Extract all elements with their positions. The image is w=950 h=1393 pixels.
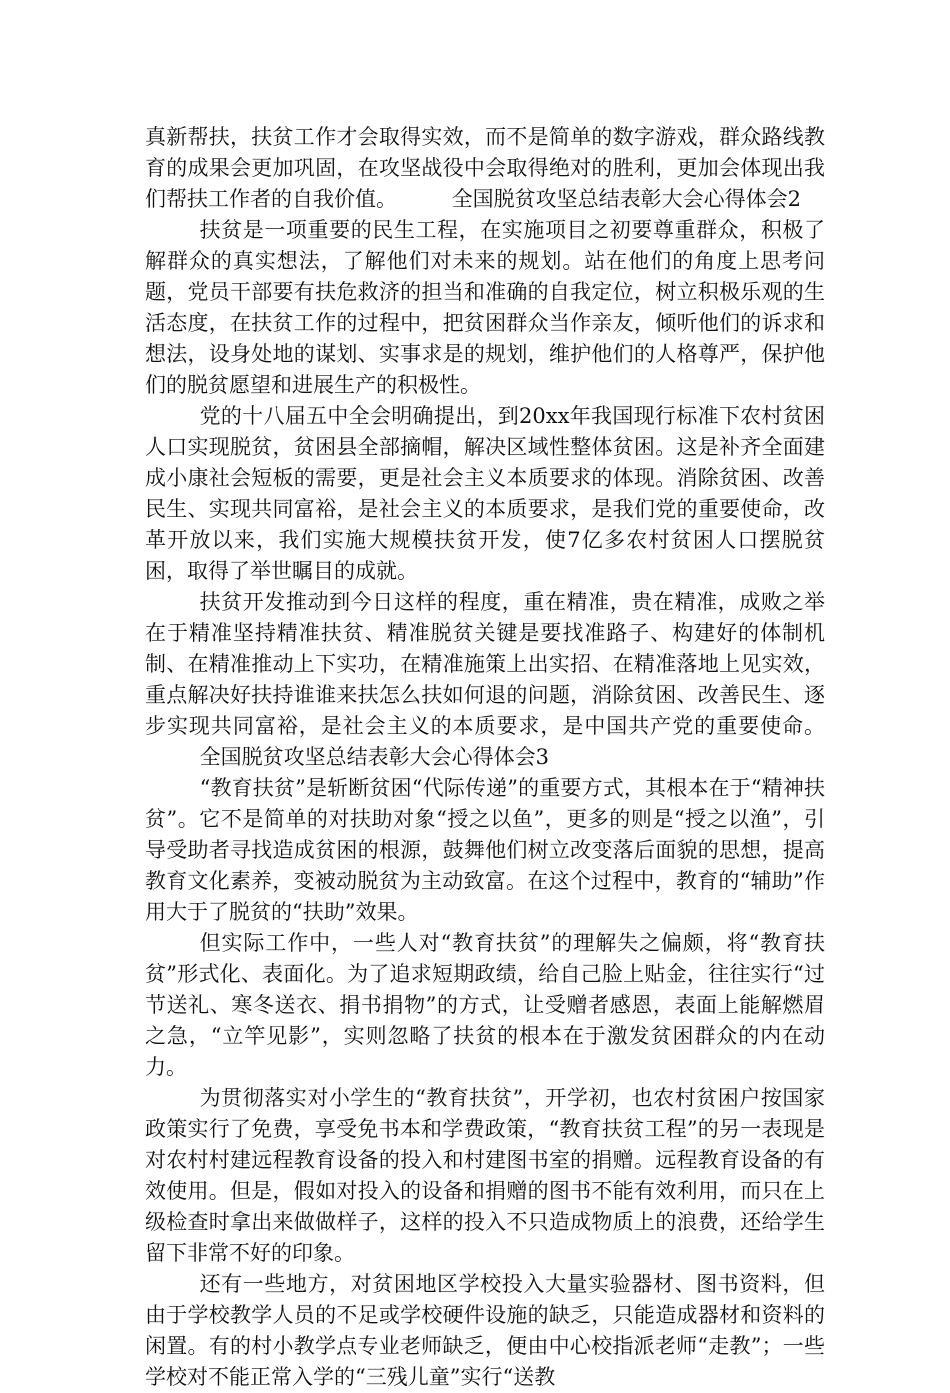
paragraph: 为贯彻落实对小学生的“教育扶贫”，开学初，也农村贫困户按国家政策实行了免费，享受免书本和学费政策，“教育扶贫工程”的另一表现是对农村村建远程教育设备的投入和村建图书室的捐赠。远程教育设备的有效使用。但是，假如对投入的设备和捐赠的图书不能有效利用，而只在上级检查时拿出来做做样子，这样的投入不只造成物质上的浪费，还给学生留下非常不好的印象。 bbox=[145, 1086, 825, 1265]
section-heading-2: 全国脱贫攻坚总结表彰大会心得体会2 bbox=[451, 187, 801, 211]
paragraph-continuation bbox=[145, 122, 825, 215]
paragraph: 党的十八届五中全会明确提出，到20xx年我国现行标准下农村贫困人口实现脱贫，贫困县全部摘帽，解决区域性整体贫困。这是补齐全面建成小康社会短板的需要，更是社会主义本质要求的体现。消除贫困、改善民生、实现共同富裕，是社会主义的本质要求，是我们党的重要使命，改革开放以来，我们实施大规模扶贫开发，使7亿多农村贫困人口摆脱贫困，取得了举世瞩目的成就。 bbox=[145, 404, 825, 583]
paragraph-text: 扶贫开发推动到今日这样的程度，重在精准，贵在精准，成败之举在于精准坚持精准扶贫、精准脱贫关键是要找准路子、构建好的体制机制、在精准推动上下实功，在精准施策上出实招、在精准落地上见实效，重点解决好扶持谁谁来扶怎么扶如何退的问题，消除贫困、改善民生、逐步实现共同富裕，是社会主义的本质要求，是中国共产党的重要使命。 bbox=[145, 590, 825, 738]
paragraph: 但实际工作中，一些人对“教育扶贫”的理解失之偏颇，将“教育扶贫”形式化、表面化。为了追求短期政绩，给自己脸上贴金，往往实行“过节送礼、寒冬送衣、捐书捐物”的方式，让受赠者感恩，表面上能解燃眉之急，“立竿见影”，实则忽略了扶贫的根本在于激发贫困群众的内在动力。 bbox=[145, 931, 825, 1079]
section-heading-3: 全国脱贫攻坚总结表彰大会心得体会3 bbox=[199, 745, 549, 769]
paragraph: 扶贫是一项重要的民生工程，在实施项目之初要尊重群众，积极了解群众的真实想法，了解他们对未来的规划。站在他们的角度上思考问题，党员干部要有扶危救济的担当和准确的自我定位，树立积极乐观的生活态度，在扶贫工作的过程中，把贫困群众当作亲友，倾听他们的诉求和想法，设身处地的谋划、实事求是的规划，维护他们的人格尊严，保护他们的脱贫愿望和进展生产的积极性。 bbox=[145, 218, 825, 397]
paragraph: 还有一些地方，对贫困地区学校投入大量实验器材、图书资料，但由于学校教学人员的不足或学校硬件设施的缺乏，只能造成器材和资料的闲置。有的村小教学点专业老师缺乏，便由中心校指派老师“走教”；一些学校对不能正常入学的“三残儿童”实行“送教 bbox=[145, 1272, 825, 1389]
paragraph: “教育扶贫”是斩断贫困“代际传递”的重要方式，其根本在于“精神扶贫”。它不是简单的对扶助对象“授之以鱼”，更多的则是“授之以渔”，引导受助者寻找造成贫困的根源，鼓舞他们树立改变落后面貌的思想，提高教育文化素养，变被动脱贫为主动致富。在这个过程中，教育的“辅助”作用大于了脱贫的“扶助”效果。 bbox=[145, 776, 825, 924]
paragraph bbox=[145, 587, 825, 773]
document-body bbox=[145, 122, 825, 1393]
paragraph-text: 真新帮扶，扶贫工作才会取得实效，而不是简单的数字游戏，群众路线教育的成果会更加巩固，在攻坚战役中会取得绝对的胜利，更加会体现出我们帮扶工作者的自我价值。 bbox=[145, 125, 825, 211]
